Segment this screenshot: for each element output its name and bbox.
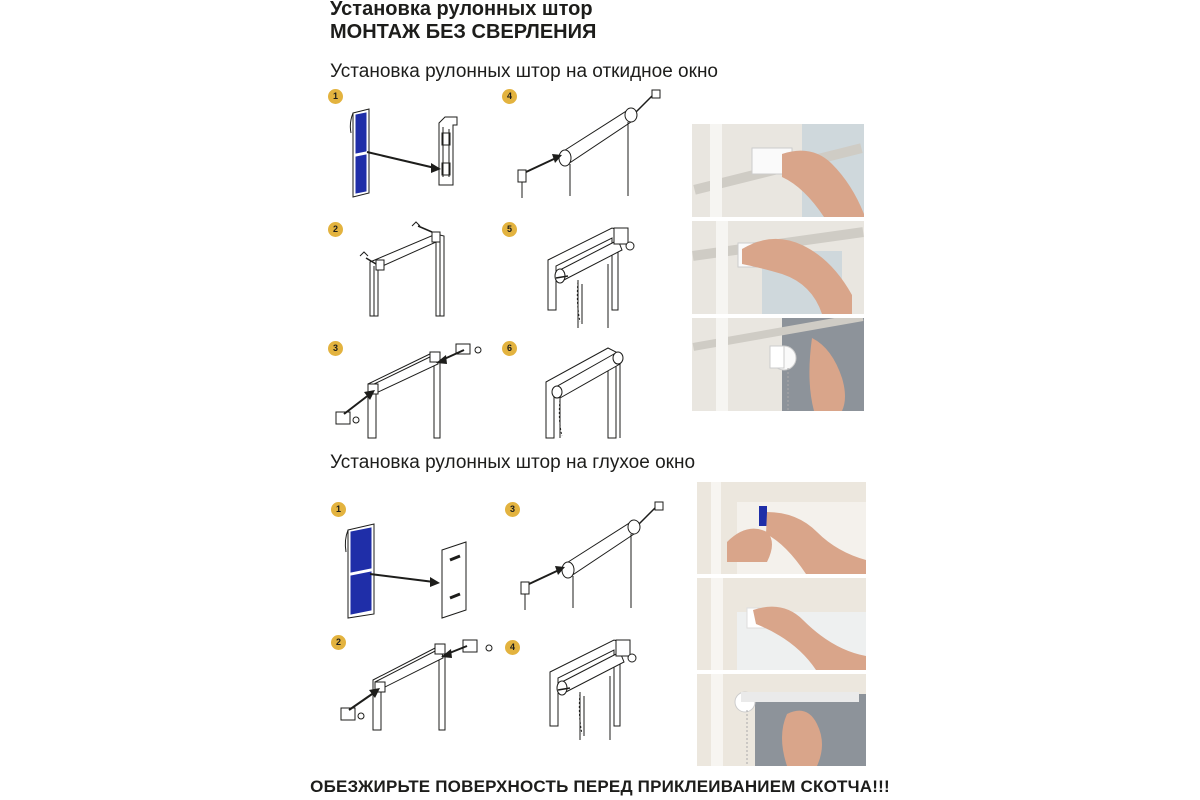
tilt-step1-illustration <box>345 105 485 205</box>
step-badge-1: 1 <box>328 89 343 104</box>
section-fixed-heading: Установка рулонных штор на глухое окно <box>330 452 696 473</box>
photo-tilt-step-a <box>692 124 864 217</box>
tilt-step6-illustration <box>540 342 640 442</box>
fixed-step-badge-3: 3 <box>505 502 520 517</box>
step-badge-6: 6 <box>502 341 517 356</box>
fixed-step4-illustration <box>540 632 650 742</box>
fixed-step1-illustration <box>338 518 478 624</box>
photo-tilt-step-c <box>692 318 864 411</box>
footer-warning: ОБЕЗЖИРЬТЕ ПОВЕРХНОСТЬ ПЕРЕД ПРИКЛЕИВАНИЕМ СКОТЧА!!! <box>310 777 890 796</box>
step-badge-5: 5 <box>502 222 517 237</box>
page-subtitle: МОНТАЖ БЕЗ СВЕРЛЕНИЯ <box>330 21 597 43</box>
step-badge-2: 2 <box>328 222 343 237</box>
step-badge-3: 3 <box>328 341 343 356</box>
fixed-step-badge-1: 1 <box>331 502 346 517</box>
fixed-step-badge-4: 4 <box>505 640 520 655</box>
step-badge-4: 4 <box>502 89 517 104</box>
fixed-step2-illustration <box>335 630 505 734</box>
tilt-step3-illustration <box>332 340 492 440</box>
fixed-step3-illustration <box>515 496 675 610</box>
tilt-step2-illustration <box>352 220 452 320</box>
photo-fixed-step-b <box>697 578 866 670</box>
tilt-step5-illustration <box>538 220 648 330</box>
photo-tilt-step-b <box>692 221 864 314</box>
section-tilt-heading: Установка рулонных штор на откидное окно <box>330 61 718 82</box>
tilt-step4-illustration <box>512 86 672 198</box>
photo-fixed-step-c <box>697 674 866 766</box>
page-title: Установка рулонных штор <box>330 0 593 20</box>
fixed-step-badge-2: 2 <box>331 635 346 650</box>
photo-fixed-step-a <box>697 482 866 574</box>
